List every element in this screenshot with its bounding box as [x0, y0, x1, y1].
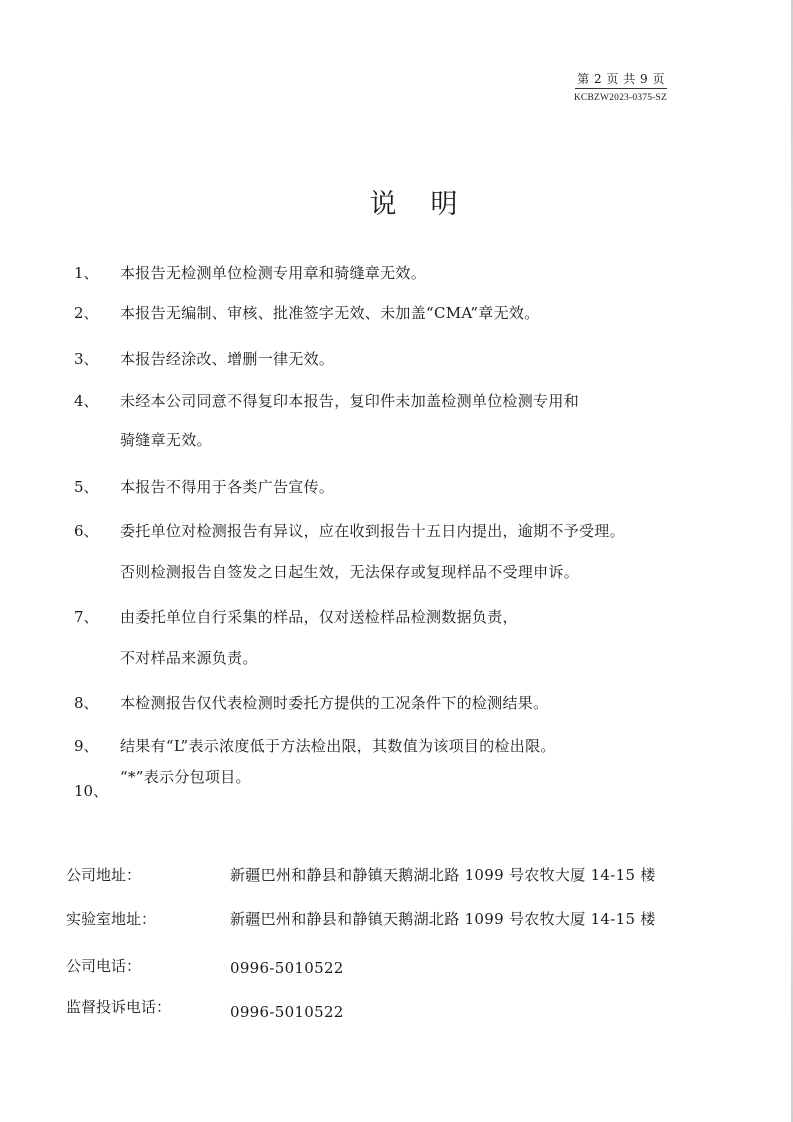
note-number: 10、: [74, 782, 109, 800]
note-number: 1、: [74, 264, 99, 282]
note-text: 由委托单位自行采集的样品，仅对送检样品检测数据负责，: [120, 608, 518, 626]
note-text: 本报告无检测单位检测专用章和骑缝章无效。: [120, 264, 427, 282]
note-number: 9、: [74, 737, 99, 755]
contact-label: 实验室地址：: [66, 910, 157, 928]
contact-value: 新疆巴州和静县和静镇天鹅湖北路 1099 号农牧大厦 14-15 楼: [230, 866, 656, 884]
note-number: 7、: [74, 608, 99, 626]
note-text: “*”表示分包项目。: [120, 768, 251, 786]
note-number: 8、: [74, 694, 99, 712]
note-number: 3、: [74, 350, 99, 368]
page-title: 说明: [369, 189, 492, 220]
note-number: 2、: [74, 304, 99, 322]
contact-label: 公司电话：: [66, 957, 142, 975]
contact-label: 监督投诉电话：: [66, 998, 172, 1016]
note-text: 本报告经涂改、增删一律无效。: [120, 350, 335, 368]
note-text: 本报告不得用于各类广告宣传。: [120, 478, 335, 496]
contact-label: 公司地址：: [66, 866, 142, 884]
note-text: 委托单位对检测报告有异议，应在收到报告十五日内提出，逾期不予受理。: [120, 522, 625, 540]
note-number: 4、: [74, 392, 99, 410]
note-number: 6、: [74, 522, 99, 540]
page-number: 第 2 页 共 9 页: [575, 70, 667, 89]
note-text-continued: 骑缝章无效。: [120, 431, 212, 449]
note-text: 本报告无编制、审核、批准签字无效、未加盖“CMA”章无效。: [120, 304, 540, 322]
report-code: KCBZW2023-0375-SZ: [573, 93, 667, 103]
note-text: 未经本公司同意不得复印本报告，复印件未加盖检测单位检测专用和: [120, 392, 580, 410]
contact-value: 0996-5010522: [230, 959, 344, 977]
note-text-continued: 否则检测报告自签发之日起生效，无法保存或复现样品不受理申诉。: [120, 563, 580, 581]
contact-value: 0996-5010522: [230, 1003, 344, 1021]
note-text-continued: 不对样品来源负责。: [120, 649, 258, 667]
note-text: 本检测报告仅代表检测时委托方提供的工况条件下的检测结果。: [120, 694, 549, 712]
contact-value: 新疆巴州和静县和静镇天鹅湖北路 1099 号农牧大厦 14-15 楼: [230, 910, 656, 928]
note-number: 5、: [74, 478, 99, 496]
page-info: [574, 68, 667, 103]
note-text: 结果有“L”表示浓度低于方法检出限，其数值为该项目的检出限。: [120, 737, 556, 755]
